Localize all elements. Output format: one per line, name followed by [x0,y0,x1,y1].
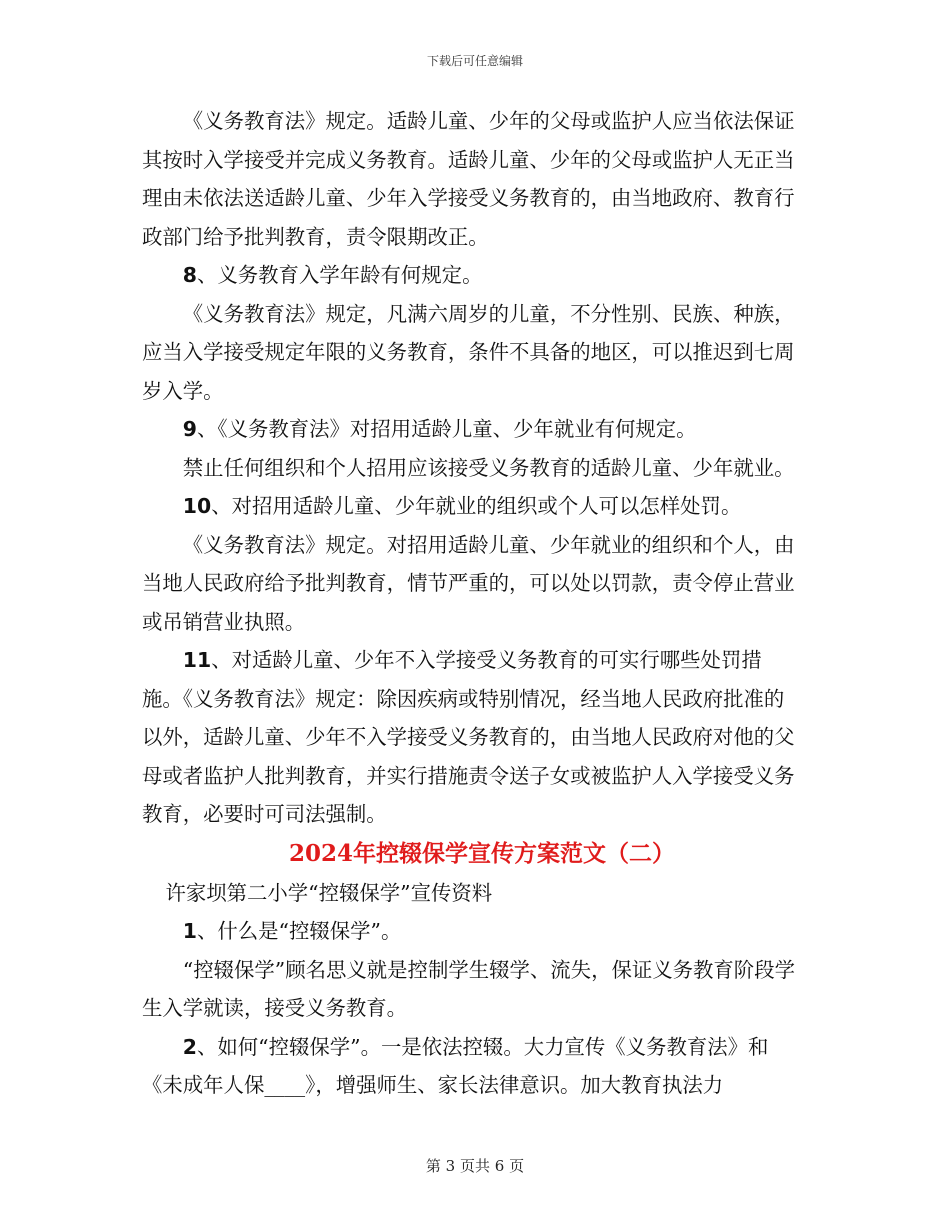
page-header: 下载后可任意编辑 [426,54,523,68]
list-item: 9、《义务教育法》对招用适龄儿童、少年就业有何规定。 [182,417,697,441]
paragraph: “控辍保学”顾名思义就是控制学生辍学、流失，保证义务教育阶段学生入学就读，接受义务教育。 [142,957,795,1020]
list-item: 11、对适龄儿童、少年不入学接受义务教育的可实行哪些处罚措施。《义务教育法》规定：除因疾病或特别情况，经当地人民政府批准的以外，适龄儿童、少年不入学接受义务教育的，由当地人民政府对他的父母或者监护人批判教育，并实行措施责令送子女或被监护人入学接受义务教育，必要时可司法强制。 [142,648,795,826]
document-body [142,102,802,1105]
page-footer: 第 3 页共 6 页 [425,1157,525,1175]
list-item: 2、如何“控辍保学”。一是依法控辍。大力宣传《义务教育法》和《未成年人保____》，增强师生、家长法律意识。加大教育执法力 [142,1034,769,1097]
list-item: 10、对招用适龄儿童、少年就业的组织或个人可以怎样处罚。 [182,494,742,518]
paragraph: 许家坝第二小学“控辍保学”宣传资料 [165,880,493,905]
paragraph: 禁止任何组织和个人招用应该接受义务教育的适龄儿童、少年就业。 [182,455,795,480]
paragraph: 《义务教育法》规定。适龄儿童、少年的父母或监护人应当依法保证其按时入学接受并完成义务教育。适龄儿童、少年的父母或监护人无正当理由未依法送适龄儿童、少年入学接受义务教育的，由当地政府、教育行政部门给予批判教育，责令限期改正。 [142,109,795,249]
list-item: 8、义务教育入学年龄有何规定。 [182,263,483,287]
section-title: 2024年控辍保学宣传方案范文（二） [288,839,675,867]
list-item: 1、什么是“控辍保学”。 [182,919,402,943]
paragraph: 《义务教育法》规定，凡满六周岁的儿童，不分性别、民族、种族，应当入学接受规定年限的义务教育，条件不具备的地区，可以推迟到七周岁入学。 [142,301,795,403]
paragraph: 《义务教育法》规定。对招用适龄儿童、少年就业的组织和个人，由当地人民政府给予批判教育，情节严重的，可以处以罚款，责令停止营业或吊销营业执照。 [142,532,795,634]
